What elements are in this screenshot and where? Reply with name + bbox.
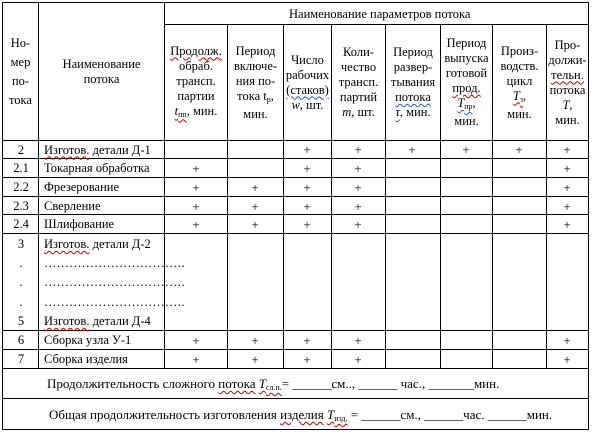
header-line: Про- [554, 37, 581, 52]
footer-text: Продолжительность сложного [47, 376, 219, 391]
header-line: Коли- [343, 45, 374, 59]
plus-mark: + [354, 142, 362, 157]
plus-mark: + [354, 179, 362, 195]
symbol: T [562, 97, 570, 112]
text: , [472, 96, 476, 110]
row-name-abbrev: Изготов. [44, 313, 90, 328]
header-line: цикл [506, 73, 533, 88]
plus-mark: + [354, 351, 362, 367]
header-line: партии [177, 88, 215, 103]
header-line: трансп. [176, 73, 216, 88]
header-line: выпуска [444, 51, 489, 65]
symbol: w [291, 97, 300, 112]
header-line [562, 98, 572, 113]
header-line: должи- [548, 52, 587, 67]
plus-mark: + [251, 198, 259, 214]
header-line: потока [395, 90, 431, 104]
plus-mark: + [251, 179, 259, 195]
row-number: . [19, 294, 23, 309]
row-number: 2.3 [13, 199, 29, 213]
footer-text: Общая продолжительность изготовления [49, 407, 281, 422]
subscript: р [266, 94, 271, 104]
row-name: Изготов. детали Д-4 [44, 313, 151, 328]
symbol: T [457, 96, 465, 110]
plus-mark: + [303, 351, 311, 367]
header-line: потока [549, 82, 586, 97]
header-name-line: Наименование [62, 56, 141, 71]
header-line [292, 98, 324, 113]
header-line: партий [339, 90, 378, 104]
header-number-line: тока [9, 92, 32, 107]
header-line: водств. [500, 58, 539, 73]
params-group-title: Наименование параметров потока [289, 7, 471, 21]
plus-mark: + [563, 142, 571, 157]
row-number: 6 [17, 333, 25, 347]
plus-mark: + [354, 198, 362, 214]
header-line: Период [446, 36, 487, 50]
footer-subscript: сл.п. [265, 383, 282, 392]
plus-mark: + [354, 332, 362, 348]
plus-mark: + [408, 142, 416, 157]
header-line: мин. [555, 112, 580, 127]
plus-mark: + [563, 179, 571, 195]
header-line: включе- [233, 58, 278, 73]
header-line: мин. [454, 114, 479, 128]
row-number: . [19, 256, 23, 271]
unit: , шт. [299, 97, 324, 112]
header-line: рабочих [285, 67, 330, 82]
plus-mark: + [192, 351, 200, 367]
plus-mark: + [354, 216, 362, 232]
row-number: 5 [17, 313, 25, 328]
symbol: T [512, 88, 520, 103]
header-param-3 [284, 25, 331, 140]
footer-text: = ______см.., ______ час., _______мин. [281, 376, 500, 391]
header-param-8 [547, 25, 588, 140]
text: , [270, 88, 274, 103]
row-name: Шлифование [44, 217, 115, 231]
header-line: обраб. [179, 58, 213, 73]
row-name: Сверление [44, 199, 101, 213]
row-name: Сборка узла У-1 [44, 333, 132, 347]
header-number-line: Но- [10, 35, 31, 50]
symbol: τ [395, 105, 400, 119]
footer-subscript: изд. [334, 414, 348, 423]
header-line: тельн. [551, 67, 584, 82]
row-number: . [19, 275, 23, 290]
plus-mark: + [251, 332, 259, 348]
plus-mark: + [251, 216, 259, 232]
plus-mark: + [192, 332, 200, 348]
plus-mark: + [192, 216, 200, 232]
header-line: (стаков) [286, 82, 329, 97]
header-name-line: потока [83, 71, 120, 86]
row-name: Изготов. детали Д-1 [44, 142, 151, 157]
footer-text: = ______см., ______час. ______мин. [347, 407, 553, 422]
header-line [237, 89, 274, 107]
header-name [39, 3, 164, 140]
header-line: тывания [390, 75, 436, 89]
row-name: Фрезерование [44, 180, 120, 194]
header-number [3, 3, 38, 140]
unit: , мин. [186, 103, 218, 118]
header-param-2 [228, 25, 283, 140]
plus-mark: + [303, 216, 311, 232]
text: , [523, 88, 527, 103]
header-line [175, 104, 218, 122]
header-number-line: мер [10, 54, 31, 69]
row-name-abbrev: Изготов. [44, 142, 90, 157]
header-line: Период [235, 43, 276, 58]
subscript: пп [178, 109, 187, 119]
header-number-line: по- [11, 73, 30, 88]
plus-mark: + [354, 160, 362, 176]
row-number: 7 [17, 352, 25, 366]
plus-mark: + [563, 332, 571, 348]
plus-mark: + [515, 142, 523, 157]
footer-symbol: T [258, 376, 266, 391]
header-line: Продолж. [170, 43, 222, 58]
row-number: 2.2 [13, 180, 29, 194]
row-name-abbrev: Изготов. [44, 237, 90, 251]
unit: , шт. [351, 105, 375, 119]
footer-text-underlined: потока [218, 376, 256, 391]
header-line: мин. [507, 106, 532, 121]
row-name: ……………………………. [44, 256, 185, 271]
plus-mark: + [563, 160, 571, 176]
header-line [513, 89, 526, 107]
plus-mark: + [251, 351, 259, 367]
text: , [569, 97, 573, 112]
header-param-6 [441, 25, 492, 140]
header-param-4 [332, 25, 385, 140]
header-line [395, 105, 430, 120]
row-number: 2.4 [13, 217, 29, 231]
plus-mark: + [303, 160, 311, 176]
header-param-5 [386, 25, 440, 140]
plus-mark: + [303, 179, 311, 195]
plus-mark: + [303, 332, 311, 348]
row-number: 2.1 [13, 161, 29, 175]
plus-mark: + [303, 198, 311, 214]
row-name: ……………………………. [44, 275, 185, 290]
plus-mark: + [192, 160, 200, 176]
symbol: m [342, 105, 352, 119]
row-name: Сборка изделия [44, 352, 128, 366]
plus-mark: + [563, 216, 571, 232]
plus-mark: + [563, 198, 571, 214]
plus-mark: + [192, 198, 200, 214]
row-number: 2 [17, 142, 25, 157]
row-number: 3 [17, 237, 25, 251]
symbol: t [174, 103, 179, 118]
header-line: готовой [445, 66, 488, 80]
header-line: Число [291, 52, 324, 67]
header-line [342, 105, 375, 120]
footer-line-1 [47, 377, 499, 395]
text: тока t [237, 88, 267, 103]
header-line: прод. [452, 81, 481, 95]
header-line: трансп. [338, 75, 379, 89]
header-line: чество [340, 60, 377, 74]
header-param-1 [165, 25, 227, 140]
plus-mark: + [303, 142, 311, 157]
row-name: ……………………………. [44, 294, 185, 309]
row-name: Изготов. детали Д-2 [44, 237, 151, 251]
unit: , мин. [399, 105, 431, 119]
header-line [457, 96, 475, 114]
footer-line-2 [49, 408, 552, 426]
plus-mark: + [462, 142, 470, 157]
header-param-7 [493, 25, 546, 140]
plus-mark: + [563, 351, 571, 367]
footer-symbol: T [326, 407, 335, 422]
footer-text-underlined: изделия [280, 407, 324, 422]
header-line: ния по- [235, 73, 276, 88]
header-line: мин. [243, 106, 268, 121]
header-line: развер- [393, 60, 433, 74]
subscript: з [519, 94, 523, 104]
plus-mark: + [192, 179, 200, 195]
subscript: пр [464, 102, 473, 111]
header-line: Произ- [500, 43, 539, 58]
row-name: Токарная обработка [44, 161, 150, 175]
header-line: Период [393, 45, 433, 59]
